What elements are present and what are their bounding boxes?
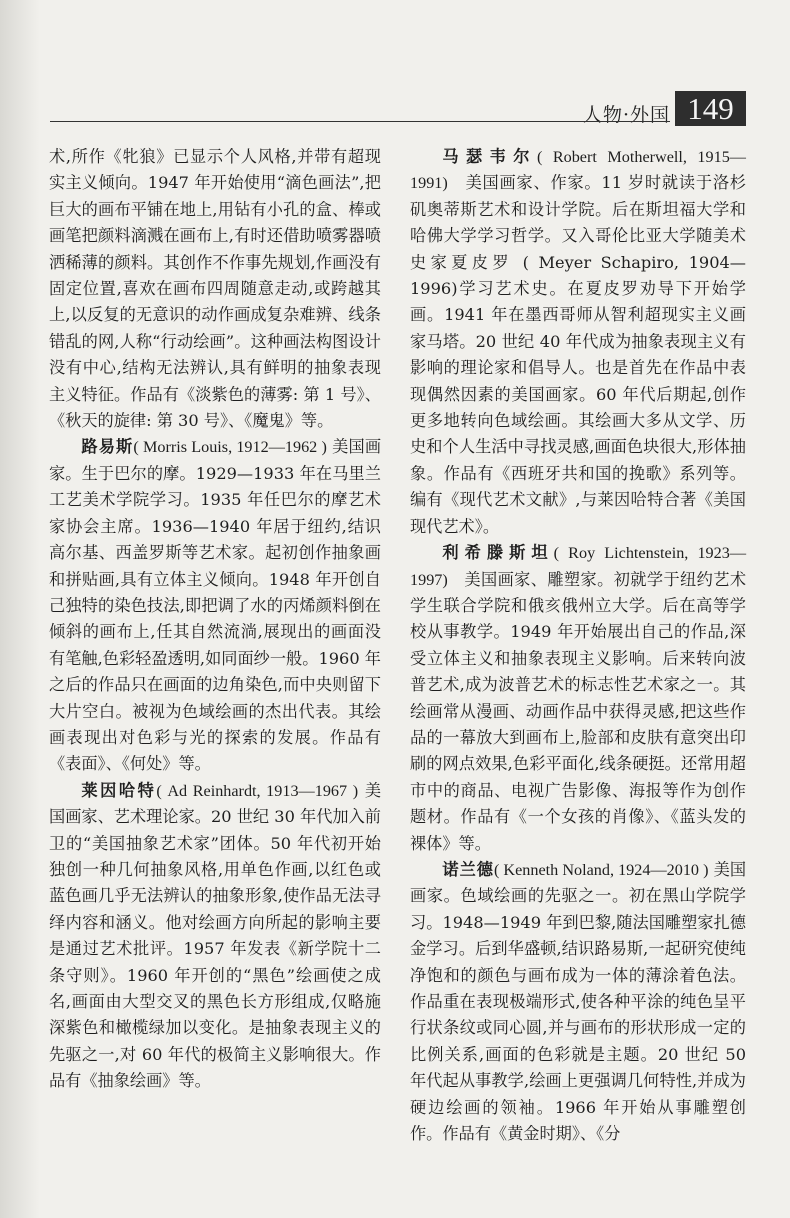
entry-heading: 诺兰德	[442, 859, 494, 879]
entry-morris-louis	[49, 434, 381, 777]
entry-kenneth-noland	[410, 857, 746, 1147]
page-gutter-shadow	[0, 0, 40, 1218]
page-number: 149	[675, 91, 746, 126]
continued-paragraph: 术,所作《牝狼》已显示个人风格,并带有超现实主义倾向。1947 年开始使用“滴色画法”,把巨大的画布平铺在地上,用钻有小孔的盒、棒或画笔把颜料滴溅在画布上,有时还借助喷雾器喷洒稀薄的颜料。其创作不作事先规划,作画没有固定位置,喜欢在画布四周随意走动,或跨越其上,以反复的无意识的动作画成复杂难辨、线条错乱的网,人称“行动绘画”。这种画法构图设计没有中心,结构无法辨认,具有鲜明的抽象表现主义特征。作品有《淡紫色的薄雾: 第 1 号》、《秋天的旋律: 第 30 号》、《魔鬼》等。	[49, 147, 381, 431]
entry-latin-name: ( Robert Motherwell, 1915—1991)	[410, 148, 746, 193]
entry-heading: 马瑟韦尔	[442, 147, 537, 166]
entry-latin-name: ( Morris Louis, 1912—1962 )	[133, 438, 327, 457]
entry-ad-reinhardt	[49, 778, 381, 1095]
entry-heading: 利希滕斯坦	[442, 543, 554, 563]
entry-body: 美国画家、雕塑家。初就学于纽约艺术学生联合学院和俄亥俄州立大学。后在高等学校从事教学。1949 年开始展出自己的作品,深受立体主义和抽象表现主义影响。后来转向波普艺术,成为波普艺术的标志性艺术家之一。其绘画常从漫画、动画作品中获得灵感,把这些作品的一幕放大到画布上,脸部和皮肤有意突出印刷的网点效果,色彩平面化,线条硬挺。还常用超市中的商品、电视广告影像、海报等作为创作题材。作品有《一个女孩的肖像》、《蓝头发的裸体》等。	[410, 569, 747, 853]
entry-heading: 路易斯	[81, 437, 134, 457]
entry-body: 美国画家、作家。11 岁时就读于洛杉矶奥蒂斯艺术和设计学院。后在斯坦福大学和哈佛大学学习哲学。又入哥伦比亚大学随美术史家夏皮罗 ( Meyer Schapiro, 1904—1996)学习艺术史。在夏皮罗劝导下开始学画。1941 年在墨西哥师从智利超现实主义画家马塔。20 世纪 40 年代成为抽象表现主义有影响的理论家和倡导人。也是首先在作品中表现偶然因素的美国画家。60 年代后期起,创作更多地转向色域绘画。其绘画大多从文学、历史和个人生活中寻找灵感,画面色块很大,形体抽象。作品有《西班牙共和国的挽歌》系列等。编有《现代艺术文献》,与莱因哈特合著《美国现代艺术》。	[410, 173, 746, 536]
entry-heading: 莱因哈特	[81, 780, 157, 800]
entry-latin-name: ( Ad Reinhardt, 1913—1967 )	[156, 781, 359, 800]
entry-body: 美国画家。生于巴尔的摩。1929—1933 年在马里兰工艺美术学院学习。1935 年任巴尔的摩艺术家协会主席。1936—1940 年居于纽约,结识高尔基、西盖罗斯等艺术家。起初创作抽象画和拼贴画,具有立体主义倾向。1948 年开创自己独特的染色技法,即把调了水的丙烯颜料倒在倾斜的画布上,任其自然流淌,展现出的画面没有笔触,色彩轻盈透明,如同面纱一般。1960 年之后的作品只在画面的边角染色,而中央则留下大片空白。被视为色域绘画的杰出代表。其绘画表现出对色彩与光的探索的发展。作品有《表面》、《何处》等。	[49, 437, 382, 774]
entry-body: 美国画家。色域绘画的先驱之一。初在黑山学院学习。1948—1949 年到巴黎,随法国雕塑家扎德金学习。后到华盛顿,结识路易斯,一起研究使纯净饱和的颜色与画布成为一体的薄涂着色法。作品重在表现极端形式,使各种平涂的纯色呈平行状条纹或同心圆,并与画布的形状形成一定的比例关系,画面的色彩就是主题。20 世纪 50 年代起从事教学,绘画上更强调几何特性,并成为硬边绘画的领袖。1966 年开始从事雕塑创作。作品有《黄金时期》、《分	[410, 859, 747, 1144]
entry-robert-motherwell	[410, 144, 746, 540]
header-rule	[50, 121, 670, 122]
right-column	[410, 144, 746, 1147]
entry-roy-lichtenstein	[410, 540, 746, 857]
entry-latin-name: ( Kenneth Noland, 1924—2010 )	[493, 860, 709, 879]
entry-body: 美国画家、艺术理论家。20 世纪 30 年代加入前卫的“美国抽象艺术家”团体。50 年代初开始独创一种几何抽象风格,用单色作画,以红色或蓝色画几乎无法辨认的抽象形象,使作品无法寻绎内容和涵义。他对绘画方向所起的影响主要是通过艺术批评。1957 年发表《新学院十二条守则》。1960 年开创的“黑色”绘画使之成名,画面由大型交叉的黑色长方形组成,仅略施深紫色和橄榄绿加以变化。是抽象表现主义的先驱之一,对 60 年代的极简主义影响很大。作品有《抽象绘画》等。	[49, 780, 381, 1091]
left-column	[49, 144, 381, 1095]
running-header-title: 人物·外国	[583, 104, 671, 126]
entry-latin-name: ( Roy Lichtenstein, 1923—1997)	[410, 544, 747, 589]
